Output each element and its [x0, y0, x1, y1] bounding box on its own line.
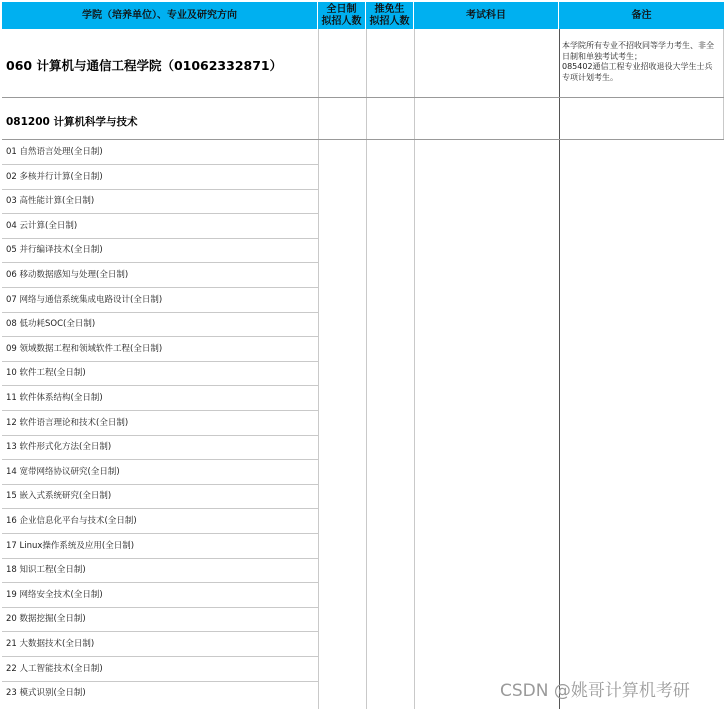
- college-note: 本学院所有专业不招收同等学力考生、非全日制和单独考试考生；: [562, 41, 714, 61]
- header-exam-column: [414, 2, 559, 29]
- row-separator: [2, 533, 318, 534]
- header-fulltime-line1: 全日制: [326, 3, 357, 15]
- row-separator: [2, 238, 318, 239]
- row-separator: [2, 336, 318, 337]
- header-exempt-line2: 拟招人数: [369, 15, 410, 27]
- grid-line: [318, 29, 319, 709]
- row-separator: [2, 582, 318, 583]
- row-separator: [2, 213, 318, 214]
- row-separator: [2, 681, 318, 682]
- direction-row: 03 高性能计算(全日制): [6, 196, 95, 207]
- direction-row: 01 自然语言处理(全日制): [6, 147, 103, 157]
- grid-line: [414, 29, 415, 709]
- row-separator: [2, 631, 318, 632]
- grid-line: [723, 29, 724, 139]
- direction-row: 13 软件形式化方法(全日制): [6, 442, 112, 453]
- header-college-label: 学院（培养单位）、专业及研究方向: [82, 9, 237, 21]
- grid-line: [559, 29, 560, 709]
- header-fulltime-line2: 拟招人数: [321, 15, 362, 27]
- row-separator: [2, 164, 318, 165]
- admissions-table: [2, 2, 724, 709]
- direction-row: 07 网络与通信系统集成电路设计(全日制): [6, 294, 163, 305]
- row-separator: [2, 189, 318, 190]
- header-college-column: [2, 2, 318, 29]
- direction-row: 15 嵌入式系统研究(全日制): [6, 491, 112, 502]
- row-separator: [2, 508, 318, 509]
- direction-row: 19 网络安全技术(全日制): [6, 589, 103, 600]
- header-fulltime-column: [318, 2, 366, 29]
- row-separator: [2, 459, 318, 460]
- direction-row: 10 软件工程(全日制): [6, 368, 86, 379]
- grid-line: [366, 29, 367, 709]
- college-name: 060 计算机与通信工程学院（01062332871）: [6, 58, 283, 73]
- header-exam-label: 考试科目: [466, 9, 506, 21]
- row-separator: [2, 558, 318, 559]
- row-separator: [2, 435, 318, 436]
- direction-row: 14 宽带网络协议研究(全日制): [6, 466, 120, 477]
- direction-row: 23 模式识别(全日制): [6, 688, 86, 699]
- direction-row: 05 并行编译技术(全日制): [6, 245, 103, 256]
- direction-row: 16 企业信息化平台与技术(全日制): [6, 516, 137, 526]
- direction-row: 18 知识工程(全日制): [6, 565, 86, 576]
- header-exempt-line1: 推免生: [374, 3, 405, 15]
- major-name: 081200 计算机科学与技术: [6, 116, 138, 128]
- direction-row: 21 大数据技术(全日制): [6, 639, 95, 649]
- direction-row: 02 多核并行计算(全日制): [6, 171, 103, 182]
- row-separator: [2, 361, 318, 362]
- row-separator: [2, 385, 318, 386]
- direction-row: 08 低功耗SOC(全日制): [6, 319, 96, 330]
- row-separator: [2, 287, 318, 288]
- row-separator: [2, 484, 318, 485]
- row-separator: [2, 312, 318, 313]
- college-notes: [562, 41, 720, 83]
- direction-row: 12 软件语言理论和技术(全日制): [6, 417, 129, 428]
- direction-row: 04 云计算(全日制): [6, 220, 78, 231]
- direction-row: 06 移动数据感知与处理(全日制): [6, 270, 129, 280]
- direction-row: 22 人工智能技术(全日制): [6, 663, 103, 674]
- direction-row: 09 领域数据工程和领域软件工程(全日制): [6, 343, 163, 354]
- row-separator: [2, 607, 318, 608]
- direction-row: 20 数据挖掘(全日制): [6, 614, 86, 625]
- row-separator: [2, 262, 318, 263]
- grid-line: [2, 97, 724, 98]
- header-exempt-column: [366, 2, 414, 29]
- header-notes-label: 备注: [631, 9, 652, 21]
- header-notes-column: [559, 2, 724, 29]
- csdn-watermark: CSDN @姚哥计算机考研: [500, 681, 690, 701]
- direction-row: 11 软件体系结构(全日制): [6, 393, 103, 403]
- row-separator: [2, 410, 318, 411]
- direction-row: 17 Linux操作系统及应用(全日制): [6, 540, 135, 551]
- row-separator: [2, 656, 318, 657]
- college-note: 085402通信工程专业招收退役大学生士兵专项计划考生。: [562, 62, 713, 82]
